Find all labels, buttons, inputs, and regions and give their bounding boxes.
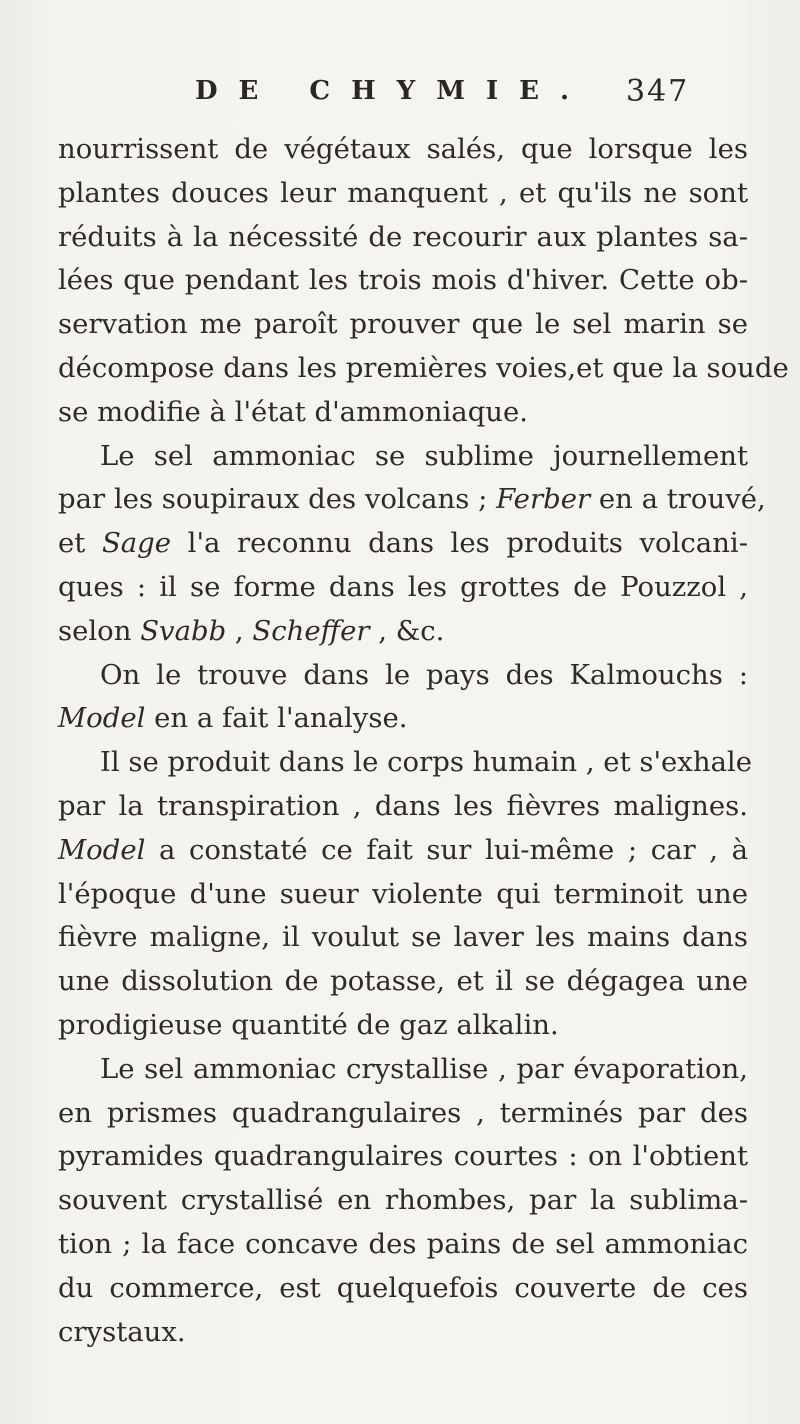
text-line: ques : il se forme dans les grottes de Pouzzol , (58, 570, 748, 603)
text-line: servation me paroît prouver que le sel marin se (58, 308, 748, 341)
text-line: On le trouve dans le pays des Kalmouchs : (100, 658, 748, 691)
text-line: Le sel ammoniac se sublime journellement (100, 439, 748, 472)
text-line: pyramides quadrangulaires courtes : on l'obtient (58, 1140, 748, 1173)
text-line: décompose dans les premières voies,et que la soude (58, 351, 789, 384)
text-line: tion ; la face concave des pains de sel ammoniac (58, 1227, 748, 1260)
text-line: du commerce, est quelquefois couverte de ces (58, 1271, 748, 1304)
running-head: DE CHYMIE. (195, 76, 591, 106)
body-text (58, 128, 789, 1354)
page-header (0, 76, 800, 116)
text-line: Model a constaté ce fait sur lui-même ; car , à (58, 833, 748, 866)
text-line: nourrissent de végétaux salés, que lorsque les (58, 133, 748, 165)
text-line: lées que pendant les trois mois d'hiver. Cette ob- (58, 264, 748, 297)
text-line: en prismes quadrangulaires , terminés par des (58, 1096, 748, 1129)
text-line: plantes douces leur manquent , et qu'ils ne sont (58, 176, 748, 209)
text-line: par les soupiraux des volcans ; Ferber en a trouvé, (58, 483, 766, 516)
text-line: par la transpiration , dans les fièvres malignes. (58, 789, 748, 822)
text-line: fièvre maligne, il voulut se laver les mains dans (58, 921, 748, 954)
text-line: une dissolution de potasse, et il se dégagea une (58, 965, 748, 998)
text-line: prodigieuse quantité de gaz alkalin. (58, 1008, 559, 1041)
text-line: Model en a fait l'analyse. (58, 702, 408, 735)
text-line: souvent crystallisé en rhombes, par la sublima- (58, 1184, 748, 1217)
text-line: et Sage l'a reconnu dans les produits volcani- (58, 527, 748, 560)
text-line: Le sel ammoniac crystallise , par évaporation, (100, 1052, 748, 1085)
page-number: 347 (626, 74, 690, 109)
text-line: réduits à la nécessité de recourir aux plantes sa- (58, 220, 748, 253)
text-line: se modifie à l'état d'ammoniaque. (58, 395, 529, 428)
text-line: crystaux. (58, 1315, 186, 1348)
text-line: Il se produit dans le corps humain , et s'exhale (100, 746, 752, 779)
text-line: l'époque d'une sueur violente qui terminoit une (58, 877, 748, 910)
text-line: selon Svabb , Scheffer , &c. (58, 614, 445, 647)
